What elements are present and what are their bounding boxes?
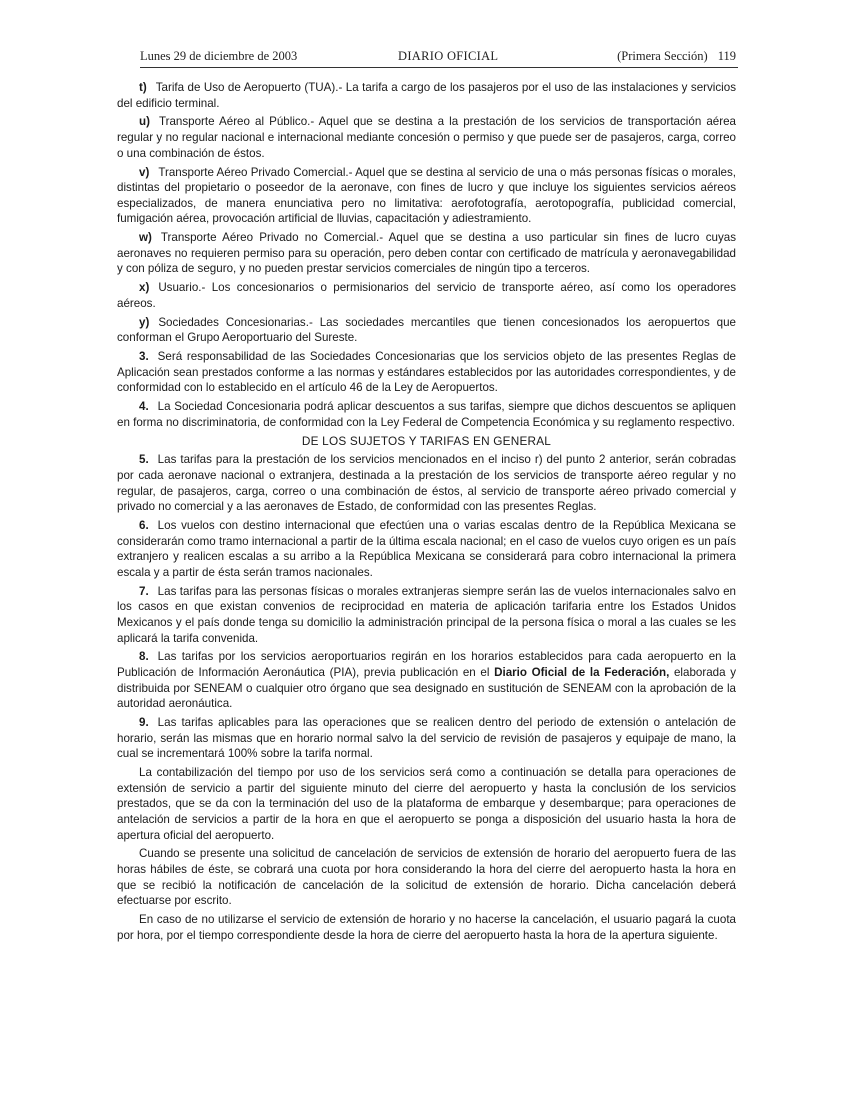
paragraph-w: [117, 230, 736, 277]
item-number: 6.: [139, 519, 149, 533]
paragraph-text: Transporte Aéreo al Público.- Aquel que se destina a la prestación de los servicios de transportación aérea regular y no regular nacional e internacional mediante concesión o permiso y que puede ser de pasajeros, carga, correo o una combinación de éstos.: [117, 115, 736, 160]
paragraph-text: Sociedades Concesionarias.- Las sociedades mercantiles que tienen concesionados los aeropuertos que conforman el Grupo Aeroportuario del Sureste.: [117, 315, 736, 345]
paragraph-7: [117, 584, 736, 646]
item-number: 8.: [139, 650, 149, 664]
paragraph-t: [117, 80, 736, 111]
paragraph-u: [117, 114, 736, 161]
item-number: 4.: [139, 400, 149, 414]
header-section: (Primera Sección): [617, 49, 708, 63]
paragraph-5: [117, 452, 736, 514]
paragraph-text: Usuario.- Los concesionarios o permisionarios del servicio de transporte aéreo, así como los operadores aéreos.: [117, 281, 736, 310]
paragraph-9: [117, 715, 736, 762]
paragraph-text: Transporte Aéreo Privado no Comercial.- Aquel que se destina a uso particular sin fines de lucro cuyas aeronaves no requieren permiso para su operación, pero deben contar con certificado de matrícula y aeronavegabilidad y con póliza de seguro, y no pueden prestar servicios comerciales de ningún tipo a terceros.: [117, 231, 736, 276]
paragraph-text: Será responsabilidad de las Sociedades Concesionarias que los servicios objeto de las presentes Reglas de Aplicación sean prestados conforme a las normas y estándares establecidos por las autoridades correspondientes, y de conformidad con lo establecido en el artículo 46 de la Ley de Aeropuertos.: [117, 350, 736, 395]
paragraph-text: La Sociedad Concesionaria podrá aplicar descuentos a sus tarifas, siempre que dichos descuentos se apliquen en forma no discriminatoria, de conformidad con la Ley Federal de Competencia Económica y su reglamento respectivo.: [117, 400, 736, 429]
header-publication: DIARIO OFICIAL: [398, 49, 499, 63]
paragraph-text: Tarifa de Uso de Aeropuerto (TUA).- La tarifa a cargo de los pasajeros por el uso de las instalaciones y servicios del edificio terminal.: [117, 81, 736, 110]
item-number: w): [139, 231, 152, 245]
paragraph-4: [117, 399, 736, 430]
item-number: 3.: [139, 350, 149, 364]
item-number: 9.: [139, 716, 149, 730]
paragraph-text: Las tarifas por los servicios aeroportuarios regirán en los horarios establecidos para cada aeropuerto en la Publicación de Información Aeronáutica (PIA), previa publicación en el: [117, 650, 736, 680]
paragraph-6: [117, 518, 736, 580]
paragraph-text: elaborada y distribuida por SENEAM o cualquier otro órgano que sea designado en sustitución de SENEAM con la aprobación de la autoridad aeronáutica.: [117, 666, 737, 711]
item-number: u): [139, 115, 150, 129]
paragraph-text: Las tarifas para las personas físicas o morales extranjeras siempre serán las de vuelos internacionales salvo en los casos en que existan convenios de reciprocidad en materia de aplicación tarifaria entre los Estados Unidos Mexicanos y el país donde tenga su domicilio la administración principal de la persona física o moral a las cuales se les aplicará la tarifa convenida.: [117, 584, 736, 645]
paragraph-text: Las tarifas para la prestación de los servicios mencionados en el inciso r) del punto 2 anterior, serán cobradas por cada aeronave nacional o extranjera, destinada a la prestación de los servicios de transporte aéreo regular y no regular, de pasajeros, carga, correo o una combinación de éstos, al servicio de transporte aéreo privado comercial y privado no comercial y a las aeronaves de Estado, de conformidad con las presentes Reglas.: [117, 453, 736, 514]
paragraph-x: [117, 280, 736, 311]
item-number: v): [139, 165, 150, 179]
paragraph-text: Las tarifas aplicables para las operaciones que se realicen dentro del periodo de extensión o antelación de horario, serán las mismas que en horario normal salvo la del servicio de revisión de pasajeros y equipaje de mano, la cual se incrementará 100% sobre la tarifa normal.: [117, 716, 736, 761]
paragraph-text: Transporte Aéreo Privado Comercial.- Aquel que se destina al servicio de una o más personas físicas o morales, distintas del propietario o poseedor de la aeronave, con fines de lucro y que incluye los siguientes servicios aéreos especializados, de manera enunciativa pero no limitativa: aerofotografía, aerotopografía, publicidad comercial, fumigación aérea, provocación artificial de lluvias, capacitación y adiestramiento.: [117, 165, 736, 226]
header-date: Lunes 29 de diciembre de 2003: [140, 49, 298, 63]
paragraph-text: Los vuelos con destino internacional que efectúen una o varias escalas dentro de la República Mexicana se considerarán como tramo internacional a partir de la última escala nacional; en el caso de vuelos cuyo origen es un país extranjero y realicen escalas a su arribo a la República Mexicana se considerará para cobro internacional la primera escala y a partir de ésta serán tramos nacionales.: [117, 519, 736, 579]
item-number: x): [139, 281, 150, 295]
paragraph-v: [117, 165, 736, 227]
paragraph-y: [117, 315, 736, 346]
section-heading: DE LOS SUJETOS Y TARIFAS EN GENERAL: [301, 433, 552, 448]
gazette-name: Diario Oficial de la Federación,: [494, 666, 670, 680]
document-body: [117, 80, 736, 947]
paragraph-3: [117, 349, 736, 396]
item-number: 7.: [139, 584, 149, 598]
header-section-page: [617, 49, 736, 64]
page-header: [140, 49, 738, 68]
item-number: y): [139, 315, 150, 329]
paragraph-time-accounting: La contabilización del tiempo por uso de los servicios será como a continuación se detalla para operaciones de extensión de servicio a partir del siguiente minuto del cierre del aeropuerto y hasta la conclusión de los servicios prestados, que se da con la terminación del uso de la plataforma de embarque y desembarque; para operaciones de antelación de servicios a partir de la hora en que el aeropuerto se ponga a disposición del usuario hasta la hora de apertura oficial del aeropuerto.: [117, 766, 736, 842]
header-page-number: 119: [717, 49, 736, 63]
paragraph-8: [117, 649, 736, 711]
paragraph-no-cancellation: En caso de no utilizarse el servicio de extensión de horario y no hacerse la cancelación, el usuario pagará la cuota por hora, por el tiempo correspondiente desde la hora de cierre del aeropuerto hasta la hora de la apertura siguiente.: [117, 913, 736, 942]
item-number: 5.: [139, 453, 149, 467]
item-number: t): [139, 81, 147, 94]
paragraph-cancellation: Cuando se presente una solicitud de cancelación de servicios de extensión de horario del aeropuerto fuera de las horas hábiles de éste, se cobrará una cuota por hora considerando la hora del cierre del aeropuerto hasta la hora en que se recibió la notificación de cancelación de la solicitud de extensión de horario. Dicha cancelación deberá efectuarse por escrito.: [117, 847, 736, 908]
